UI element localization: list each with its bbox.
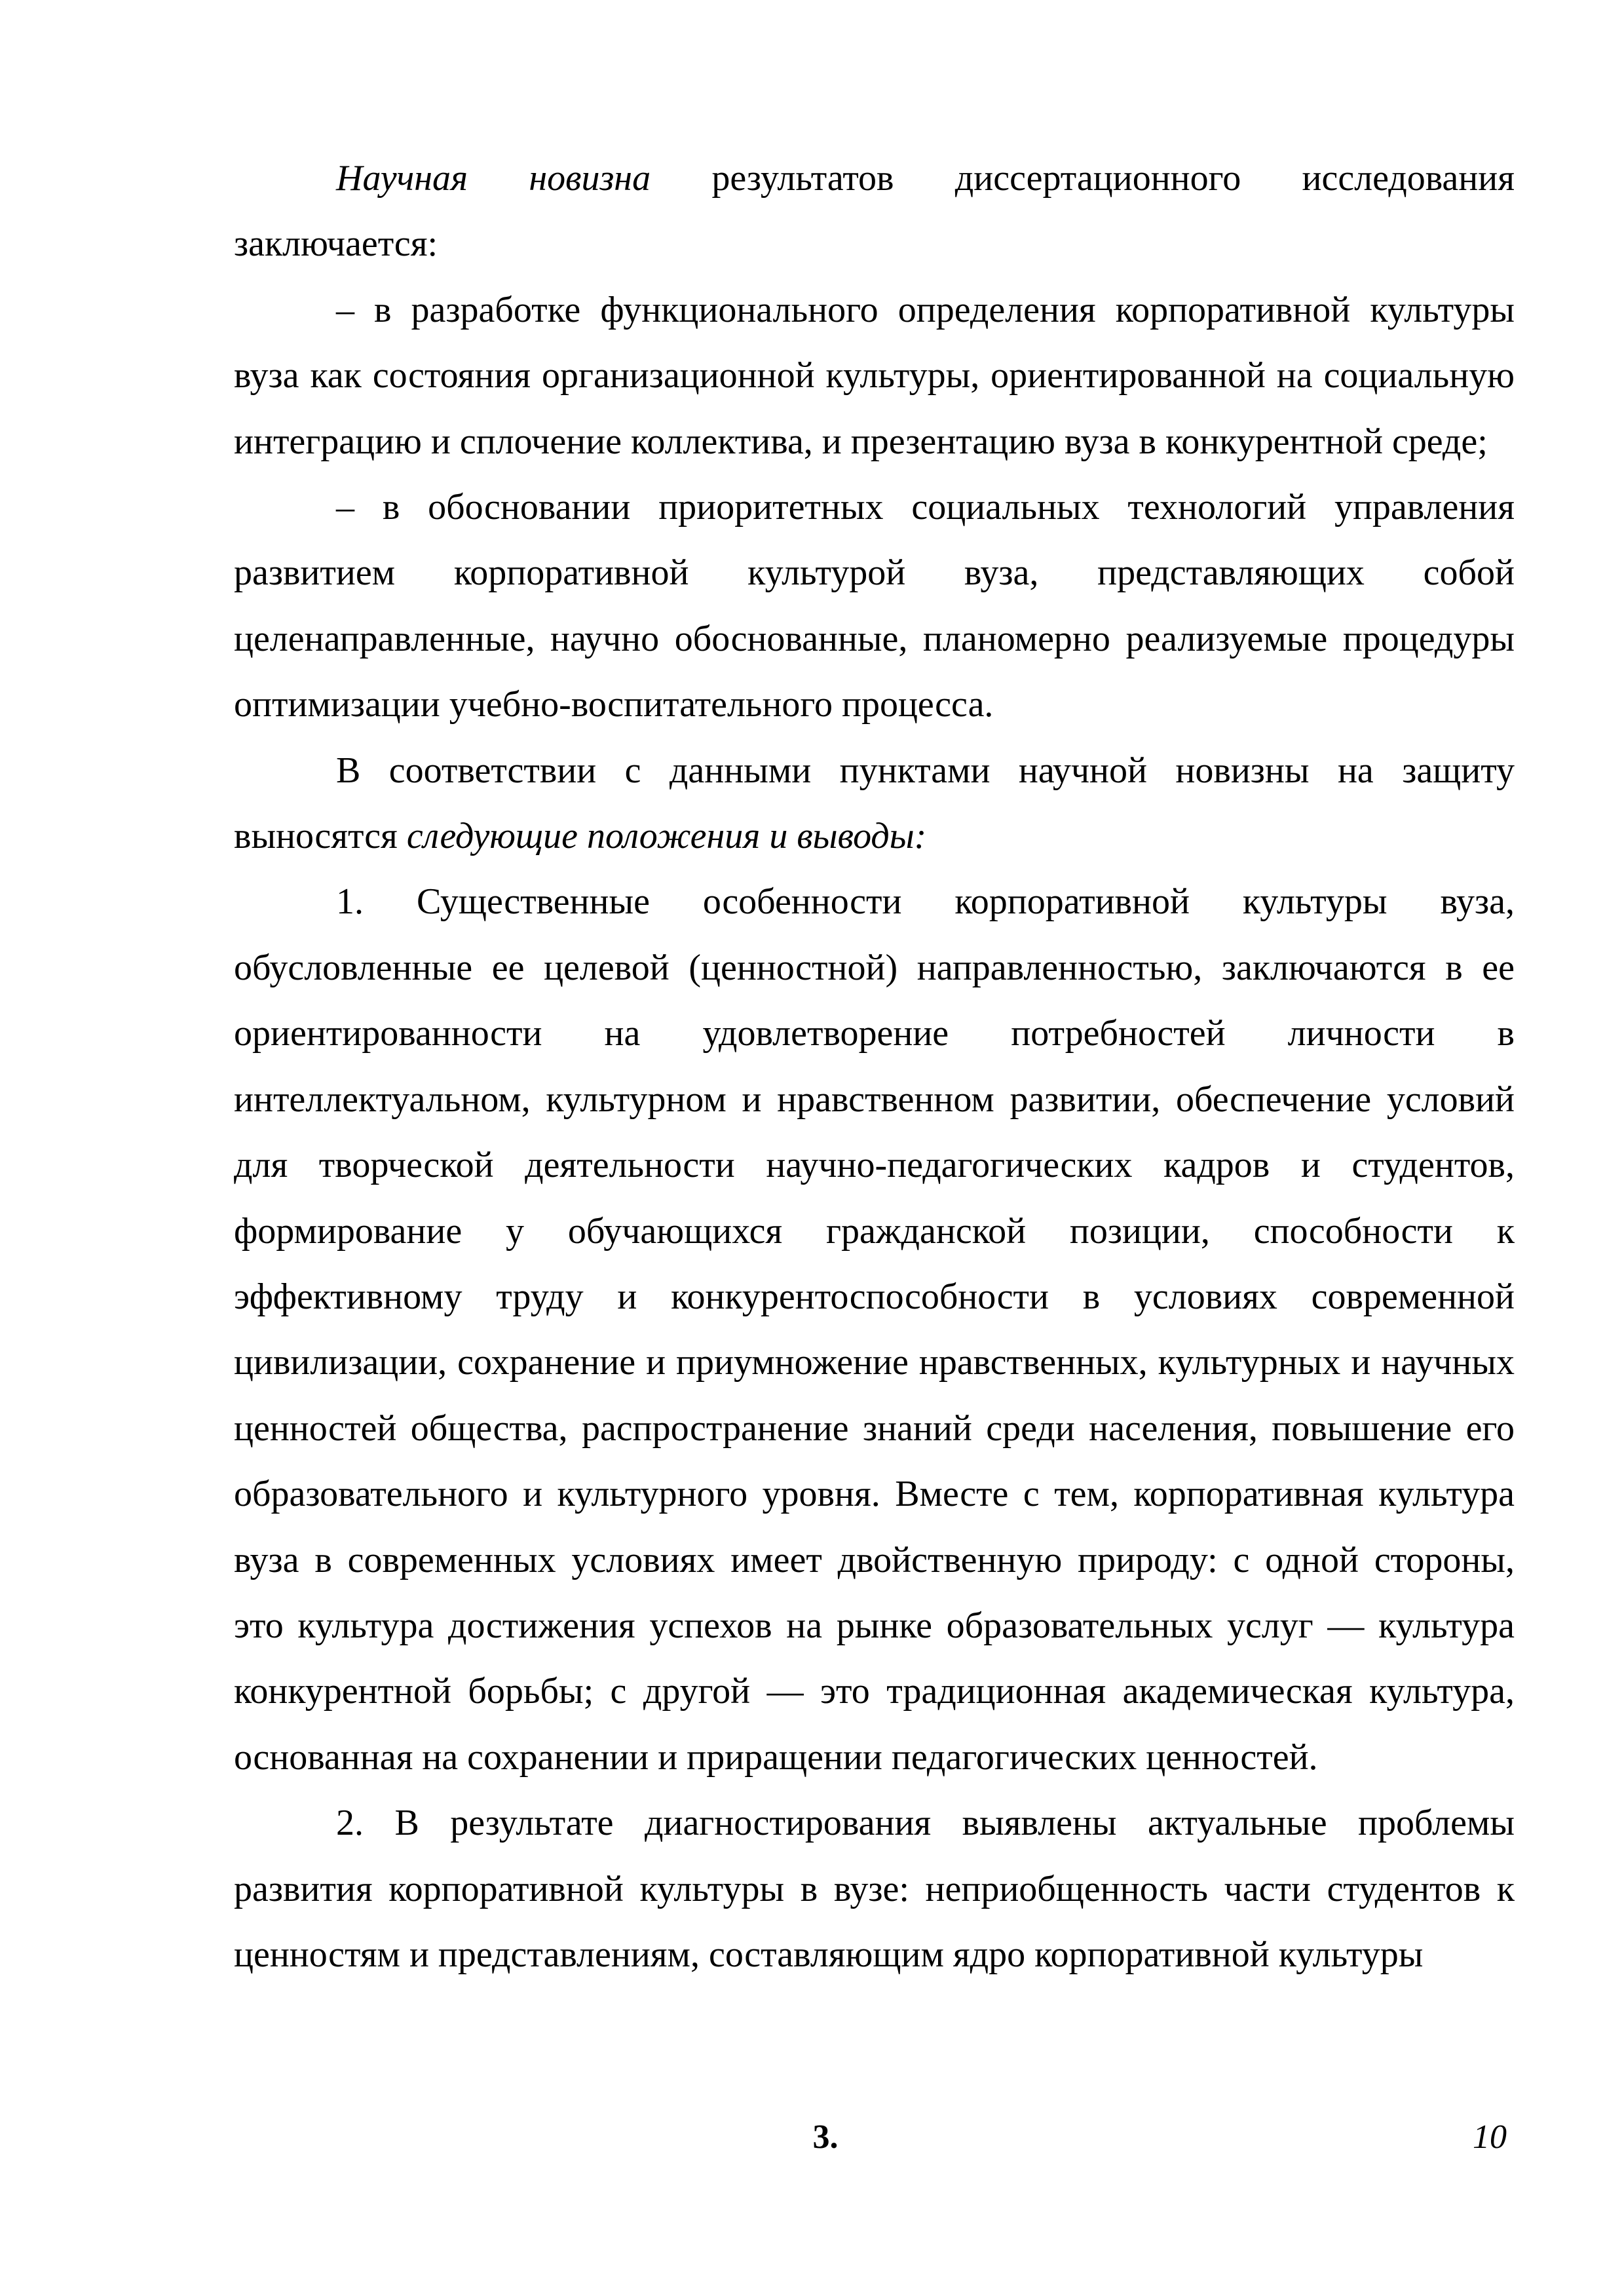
paragraph-conclusion-2: 2. В результате диагностирования выявлены актуальные проблемы развития корпоративной культуры в вузе: неприобщенность части студентов к ценностям и представлениям, составляющим ядро корпоративной культуры [234, 1803, 1515, 1975]
paragraph-scientific-novelty [234, 145, 1515, 277]
paragraph-defense-intro [234, 738, 1515, 870]
footer-center-number: 3. [812, 2118, 839, 2156]
emphasis-conclusions: следующие положения и выводы: [406, 816, 927, 857]
document-body [234, 145, 1515, 1987]
paragraph-text: В соответствии с данными пунктами научной новизны на защиту выносятся [234, 750, 1515, 857]
paragraph-novelty-item-1: – в разработке функционального определения корпоративной культуры вуза как состояния организационной культуры, ориентированной на социальную интеграцию и сплочение коллектива, и презентацию вуза в конкурентной среде; [234, 289, 1515, 462]
paragraph-novelty-item-2: – в обосновании приоритетных социальных технологий управления развитием корпоративной культурой вуза, представляющих собой целенаправленные, научно обоснованные, планомерно реализуемые процедуры оптимизации учебно-воспитательного процесса. [234, 487, 1515, 725]
page-number: 10 [1473, 2118, 1507, 2156]
paragraph-conclusion-1: 1. Существенные особенности корпоративной культуры вуза, обусловленные ее целевой (ценностной) направленностью, заключаются в ее ориентированности на удовлетворение потребностей личности в интеллектуальном, культурном и нравственном развитии, обеспечение условий для творческой деятельности научно-педагогических кадров и студентов, формирование у обучающихся гражданской позиции, способности к эффективному труду и конкурентоспособности в условиях современной цивилизации, сохранение и приумножение нравственных, культурных и научных ценностей общества, распространение знаний среди населения, повышение его образовательного и культурного уровня. Вместе с тем, корпоративная культура вуза в современных условиях имеет двойственную природу: с одной стороны, это культура достижения успехов на рынке образовательных услуг — культура конкурентной борьбы; с другой — это традиционная академическая культура, основанная на сохранении и приращении педагогических ценностей. [234, 881, 1515, 1778]
emphasis-scientific-novelty: Научная новизна [336, 158, 651, 199]
paragraph-text: результатов диссертационного исследования заключается: [234, 158, 1515, 265]
